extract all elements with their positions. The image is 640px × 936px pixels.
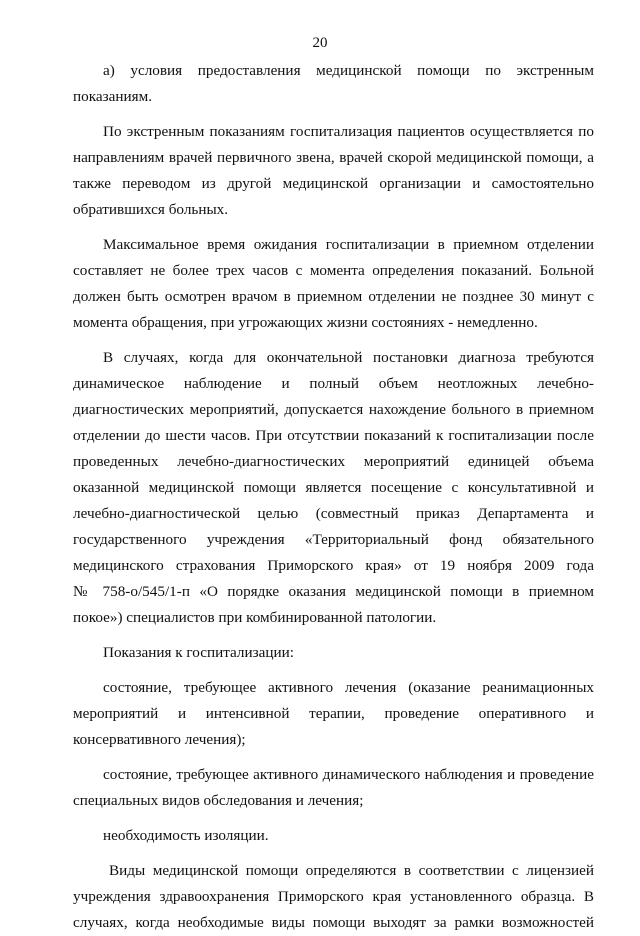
- text-line: проведенных лечебно-диагностических мероприятий единицей объема: [73, 453, 594, 470]
- paragraph-emergency-referral: [73, 119, 594, 223]
- text-line: случаях, когда необходимые виды помощи выходят за рамки возможностей: [73, 914, 594, 931]
- paragraph-indication-active-treatment: [73, 675, 594, 753]
- page-number: 20: [312, 35, 328, 51]
- text-line: консервативного лечения);: [73, 731, 246, 748]
- text-line: покое») специалистов при комбинированной патологии.: [73, 609, 437, 626]
- text-line: обратившихся больных.: [73, 201, 229, 218]
- text-line: В случаях, когда для окончательной постановки диагноза требуются: [103, 349, 594, 366]
- text-line: государственного учреждения «Территориальный фонд обязательного: [73, 531, 594, 548]
- paragraph-observation-cases: [73, 345, 594, 631]
- text-line: а) условия предоставления медицинской помощи по экстренным: [103, 62, 594, 79]
- text-line: динамическое наблюдение и полный объем неотложных лечебно-: [73, 375, 594, 392]
- paragraph-waiting-time: [73, 232, 594, 336]
- text-line: также переводом из другой медицинской организации и самостоятельно: [73, 175, 594, 192]
- text-line: диагностических мероприятий, допускается нахождение больного в приемном: [73, 401, 594, 418]
- text-line: показаниям.: [73, 88, 153, 105]
- text-line: состояние, требующее активного лечения (оказание реанимационных: [103, 679, 594, 696]
- text-line: учреждения здравоохранения Приморского края установленного образца. В: [73, 888, 594, 905]
- text-line: мероприятий и интенсивной терапии, проведение оперативного и: [73, 705, 594, 722]
- text-line: момента обращения, при угрожающих жизни состояниях - немедленно.: [73, 314, 538, 331]
- text-line: необходимость изоляции.: [103, 827, 269, 844]
- text-line: По экстренным показаниям госпитализация пациентов осуществляется по: [103, 123, 594, 140]
- paragraph-indication-dynamic-observation: [73, 762, 594, 814]
- text-line: медицинского страхования Приморского края» от 19 ноября 2009 года: [73, 557, 594, 574]
- text-line: состояние, требующее активного динамического наблюдения и проведение: [103, 766, 594, 783]
- paragraph-types-of-care: [73, 858, 594, 936]
- text-line: лечебно-диагностической целью (совместный приказ Департамента и: [73, 505, 594, 522]
- text-line: должен быть осмотрен врачом в приемном отделении не позднее 30 минут с: [73, 288, 594, 305]
- text-line: специальных видов обследования и лечения;: [73, 792, 364, 809]
- text-line: Максимальное время ожидания госпитализации в приемном отделении: [103, 236, 594, 253]
- document-body: [73, 58, 594, 936]
- paragraph-condition-a: [73, 58, 594, 110]
- text-line: отделении до шести часов. При отсутствии показаний к госпитализации после: [73, 427, 594, 444]
- text-line: Показания к госпитализации:: [103, 644, 294, 661]
- paragraph-indication-isolation: [73, 823, 594, 849]
- text-line: направлениям врачей первичного звена, врачей скорой медицинской помощи, а: [73, 149, 594, 166]
- paragraph-hospitalization-indications-heading: [73, 640, 594, 666]
- text-line: составляет не более трех часов с момента определения показаний. Больной: [73, 262, 594, 279]
- text-line: оказанной медицинской помощи является посещение с консультативной и: [73, 479, 594, 496]
- text-line: № 758-о/545/1-п «О порядке оказания медицинской помощи в приемном: [73, 583, 594, 600]
- text-line: Виды медицинской помощи определяются в соответствии с лицензией: [109, 862, 594, 879]
